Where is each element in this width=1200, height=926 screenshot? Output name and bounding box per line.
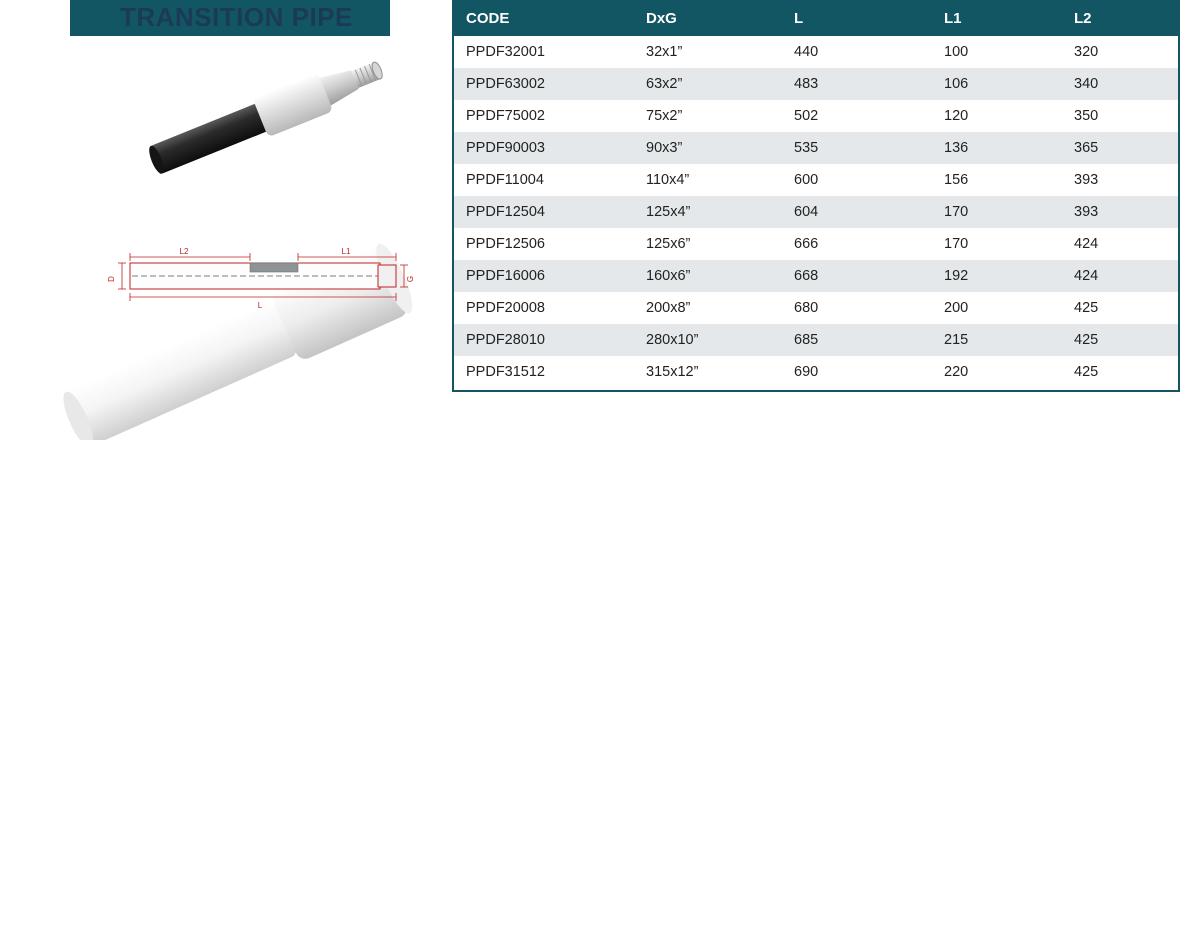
cell-l1: 120 — [930, 100, 1060, 132]
cell-dxg: 75x2” — [632, 100, 780, 132]
table-row — [452, 260, 1180, 292]
cell-code: PPDF32001 — [452, 36, 632, 68]
cell-l2: 393 — [1060, 164, 1180, 196]
cell-l1: 100 — [930, 36, 1060, 68]
table-row — [452, 356, 1180, 388]
cell-l2: 424 — [1060, 228, 1180, 260]
dim-label-g: G — [406, 275, 415, 283]
table-row — [452, 292, 1180, 324]
cell-l1: 220 — [930, 356, 1060, 388]
cell-code: PPDF12506 — [452, 228, 632, 260]
cell-dxg: 160x6” — [632, 260, 780, 292]
cell-dxg: 125x4” — [632, 196, 780, 228]
cell-l2: 425 — [1060, 324, 1180, 356]
cell-l: 535 — [780, 132, 930, 164]
cell-code: PPDF75002 — [452, 100, 632, 132]
table-row — [452, 132, 1180, 164]
dim-label-l: L — [257, 301, 263, 310]
column-header-l2: L2 — [1060, 0, 1180, 36]
table-left-border — [452, 36, 454, 392]
cell-code: PPDF90003 — [452, 132, 632, 164]
cell-l: 440 — [780, 36, 930, 68]
cell-dxg: 63x2” — [632, 68, 780, 100]
spec-table-container — [452, 0, 1180, 388]
cell-l2: 424 — [1060, 260, 1180, 292]
table-bottom-border — [452, 390, 1180, 392]
cell-l2: 365 — [1060, 132, 1180, 164]
dim-label-l1: L1 — [341, 247, 351, 256]
table-right-border — [1178, 36, 1180, 392]
cell-l2: 350 — [1060, 100, 1180, 132]
cell-l: 680 — [780, 292, 930, 324]
cell-l1: 136 — [930, 132, 1060, 164]
cell-dxg: 200x8” — [632, 292, 780, 324]
cell-dxg: 315x12” — [632, 356, 780, 388]
table-row — [452, 68, 1180, 100]
cell-l1: 106 — [930, 68, 1060, 100]
cell-dxg: 110x4” — [632, 164, 780, 196]
cell-l: 690 — [780, 356, 930, 388]
cell-l: 502 — [780, 100, 930, 132]
cell-l2: 425 — [1060, 356, 1180, 388]
cell-l2: 425 — [1060, 292, 1180, 324]
cell-code: PPDF31512 — [452, 356, 632, 388]
table-row — [452, 324, 1180, 356]
cell-l1: 192 — [930, 260, 1060, 292]
dim-label-d: D — [107, 276, 116, 282]
column-header-l1: L1 — [930, 0, 1060, 36]
cell-l1: 170 — [930, 228, 1060, 260]
cell-l2: 320 — [1060, 36, 1180, 68]
cell-code: PPDF11004 — [452, 164, 632, 196]
cell-dxg: 125x6” — [632, 228, 780, 260]
cell-l1: 156 — [930, 164, 1060, 196]
cell-l: 600 — [780, 164, 930, 196]
cell-dxg: 280x10” — [632, 324, 780, 356]
cell-l2: 393 — [1060, 196, 1180, 228]
cell-l1: 170 — [930, 196, 1060, 228]
page-title: TRANSITION PIPE — [120, 2, 353, 32]
table-row — [452, 196, 1180, 228]
cell-code: PPDF12504 — [452, 196, 632, 228]
column-header-l: L — [780, 0, 930, 36]
column-header-code: CODE — [452, 0, 632, 36]
cell-l1: 200 — [930, 292, 1060, 324]
cell-code: PPDF16006 — [452, 260, 632, 292]
cell-dxg: 32x1” — [632, 36, 780, 68]
dim-label-l2: L2 — [179, 247, 189, 256]
cell-code: PPDF63002 — [452, 68, 632, 100]
column-header-dxg: DxG — [632, 0, 780, 36]
cell-code: PPDF20008 — [452, 292, 632, 324]
table-header-row — [452, 0, 1180, 36]
cell-l: 604 — [780, 196, 930, 228]
technical-drawing — [100, 235, 420, 315]
cell-l2: 340 — [1060, 68, 1180, 100]
spec-table — [452, 0, 1180, 388]
table-row — [452, 100, 1180, 132]
cell-l: 668 — [780, 260, 930, 292]
table-row — [452, 36, 1180, 68]
table-row — [452, 164, 1180, 196]
cell-dxg: 90x3” — [632, 132, 780, 164]
cell-l: 685 — [780, 324, 930, 356]
product-photo-top — [140, 55, 400, 175]
cell-l: 483 — [780, 68, 930, 100]
table-row — [452, 228, 1180, 260]
cell-l: 666 — [780, 228, 930, 260]
cell-code: PPDF28010 — [452, 324, 632, 356]
cell-l1: 215 — [930, 324, 1060, 356]
